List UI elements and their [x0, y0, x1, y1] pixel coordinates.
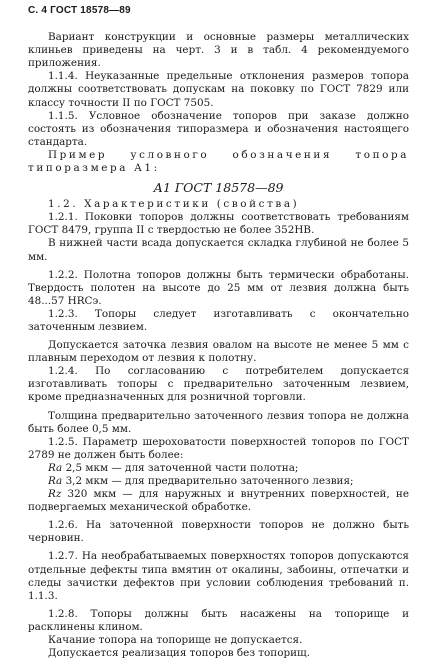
paragraph-1-2-8: 1.2.8. Топоры должны быть насажены на топорище и расклинены клином.	[28, 607, 409, 633]
paragraph-blade-thickness: Толщина предварительно заточенного лезвия топора не должна быть более 0,5 мм.	[28, 409, 409, 435]
paragraph-wedges: Вариант конструкции и основные размеры металлических клиньев приведены на черт. 3 и в табл. 4 рекомендуемого приложения.	[28, 31, 409, 70]
roughness-item-ra-2	[28, 475, 409, 488]
rz-symbol: Rz	[48, 488, 62, 501]
paragraph-no-handle: Допускается реализация топоров без топорищ.	[48, 647, 311, 660]
paragraph-swing: Качание топора на топорище не допускается.	[48, 634, 303, 647]
section-heading-1-2: 1.2. Характеристики (свойства)	[48, 198, 300, 211]
paragraph-1-1-4: 1.1.4. Неуказанные предельные отклонения размеров топора должны соответствовать допускам на поковку по ГОСТ 7829 или классу точности II по ГОСТ 7505.	[28, 70, 409, 109]
ra-symbol: Ra	[48, 461, 63, 474]
roughness-item-ra-1	[28, 462, 409, 475]
roughness-text-2: 3,2 мкм — для предварительно заточенного лезвия;	[62, 475, 354, 487]
paragraph-1-2-6: 1.2.6. На заточенной поверхности топоров не должно быть черновин.	[28, 519, 409, 545]
paragraph-sharpening: Допускается заточка лезвия овалом на высоте не менее 5 мм с плавным переходом от лезвия к полотну.	[28, 339, 409, 365]
paragraph-1-2-1: 1.2.1. Поковки топоров должны соответствовать требованиям ГОСТ 8479, группа II с твердостью не более 352НВ.	[28, 211, 409, 237]
paragraph-1-1-5: 1.1.5. Условное обозначение топоров при заказе должно состоять из обозначения типоразмера и обозначения настоящего стандарта.	[28, 109, 409, 148]
paragraph-1-2-4: 1.2.4. По согласованию с потребителем допускается изготавливать топоры с предварительно заточенным лезвием, кроме предназначенных для розничной торговли.	[28, 365, 409, 404]
paragraph-fold: В нижней части всада допускается складка глубиной не более 5 мм.	[28, 237, 409, 263]
paragraph-1-2-7: 1.2.7. На необрабатываемых поверхностях топоров допускаются отдельные дефекты типа вмятин от окалины, забоины, отпечатки и следы зачистки дефектов при условии соблюдения требований п. 1.1.3.	[28, 550, 409, 602]
roughness-item-rz	[28, 488, 409, 514]
paragraph-1-2-5: 1.2.5. Параметр шероховатости поверхностей топоров по ГОСТ 2789 не должен быть более:	[28, 435, 409, 461]
example-heading: Пример условного обозначения топора типоразмера А1:	[28, 148, 409, 175]
ra-symbol: Ra	[48, 475, 63, 487]
paragraph-1-2-3: 1.2.3. Топоры следует изготавливать с окончательно заточенным лезвием.	[28, 307, 409, 333]
roughness-text-1: 2,5 мкм — для заточенной части полотна;	[62, 461, 299, 474]
roughness-text-3: 320 мкм — для наружных и внутренних поверхностей, не подвергаемых механической обработке.	[28, 488, 409, 514]
example-designation: А1 ГОСТ 18578—89	[153, 180, 284, 196]
paragraph-1-2-2: 1.2.2. Полотна топоров должны быть термически обработаны. Твердость полотен на высоте до 25 мм от лезвия должна быть 48...57 HRCэ.	[28, 268, 409, 307]
page-header: С. 4 ГОСТ 18578—89	[28, 5, 131, 16]
